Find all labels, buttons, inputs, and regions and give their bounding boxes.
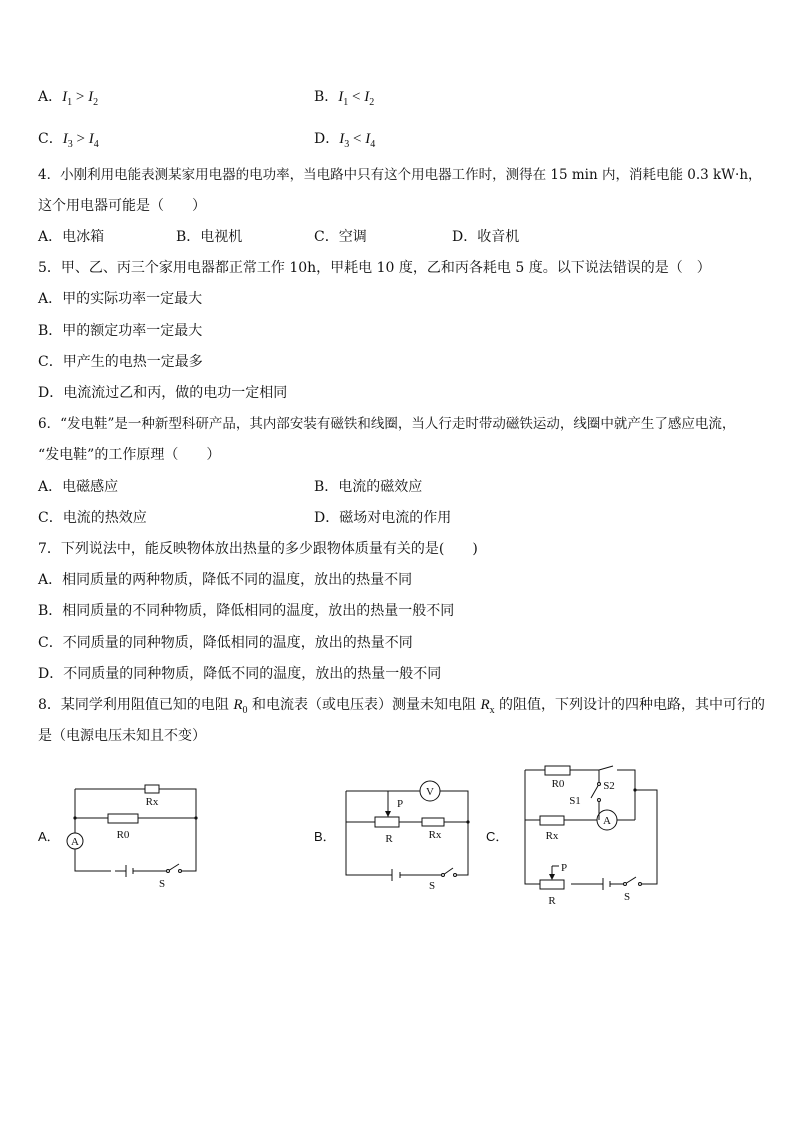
ammeter-icon: A [603,815,611,827]
math-expression: $I_1 < I_2$ [338,89,375,108]
q8-stem-line1: 8．某同学利用阻值已知的电阻 $R_0$ 和电流表（或电压表）测量未知电阻 $R_x$ 的阻值，下列设计的四种电路，其中可行的 [38,697,766,716]
q4-stem-line1: 4．小刚利用电能表测某家用电器的电功率，当电路中只有这个用电器工作时，测得在 15 min 内，消耗电能 0.3 kW·h， [38,167,762,183]
label-s: S [158,878,166,890]
circuit-a-diagram [60,775,210,890]
q3-option-d [314,130,375,154]
label-rx: Rx [545,830,559,842]
q4-stem-line2: 这个用电器可能是（ ） [38,198,206,214]
q3-option-c [38,130,99,154]
label-s: S [428,880,436,892]
rx-symbol: $R_x$ [480,697,495,716]
q6-option-b: B．电流的磁效应 [314,479,423,495]
label-p: P [560,862,568,874]
circuit-option-a-label: A． [38,829,60,844]
label-p: P [396,798,404,810]
option-letter: C． [38,131,63,147]
circuit-b-diagram [340,775,480,895]
q8-stem-line2: 是（电源电压未知且不变） [38,728,206,744]
q4-option-b: B．电视机 [176,229,243,245]
q5-stem: 5．甲、乙、丙三个家用电器都正常工作 10h，甲耗电 10 度，乙和丙各耗电 5 度。以下说法错误的是（ ） [38,260,711,276]
q3-option-b [314,88,374,112]
q6-option-d: D．磁场对电流的作用 [314,510,452,526]
voltmeter-icon: V [426,786,434,798]
label-rx: Rx [428,829,442,841]
q7-option-b: B．相同质量的不同种物质，降低相同的温度，放出的热量一般不同 [38,603,455,619]
q7-option-c: C．不同质量的同种物质，降低相同的温度，放出的热量不同 [38,635,413,651]
q5-option-b: B．甲的额定功率一定最大 [38,323,203,339]
label-r: R [385,833,393,845]
math-expression: $I_1 > I_2$ [62,89,99,108]
q3-option-a [38,88,98,112]
q6-stem-line1: 6．“发电鞋”是一种新型科研产品，其内部安装有磁铁和线圈，当人行走时带动磁铁运动，线圈中就产生了感应电流， [38,416,736,432]
label-s1: S1 [569,795,581,807]
circuit-option-c-label: C． [486,829,509,844]
q4-option-d: D．收音机 [452,229,520,245]
label-r0: R0 [551,778,565,790]
math-expression: $I_3 < I_4$ [339,131,376,150]
option-letter: A． [38,89,63,105]
label-s: S [623,891,631,903]
r0-symbol: $R_0$ [233,697,248,716]
circuit-option-b-label: B． [314,829,336,844]
q5-option-c: C．甲产生的电热一定最多 [38,354,203,370]
q7-option-d: D．不同质量的同种物质，降低不同的温度，放出的热量一般不同 [38,666,442,682]
math-expression: $I_3 > I_4$ [62,131,99,150]
q4-option-c: C．空调 [314,229,367,245]
option-letter: B． [314,89,339,105]
q6-option-a: A．电磁感应 [38,479,119,495]
label-r: R [548,895,556,907]
q4-option-a: A．电冰箱 [38,229,105,245]
q5-option-d: D．电流流过乙和丙，做的电功一定相同 [38,385,288,401]
ammeter-icon: A [71,836,79,848]
q6-stem-line2: “发电鞋”的工作原理（ ） [38,447,221,463]
label-s2: S2 [603,780,615,792]
q5-option-a: A．甲的实际功率一定最大 [38,291,203,307]
option-letter: D． [314,131,340,147]
q6-option-c: C．电流的热效应 [38,510,147,526]
q7-stem: 7．下列说法中，能反映物体放出热量的多少跟物体质量有关的是( ) [38,541,478,557]
circuit-c-diagram [515,762,665,912]
label-rx: Rx [145,796,159,808]
label-r0: R0 [116,829,130,841]
q7-option-a: A．相同质量的两种物质，降低不同的温度，放出的热量不同 [38,572,413,588]
